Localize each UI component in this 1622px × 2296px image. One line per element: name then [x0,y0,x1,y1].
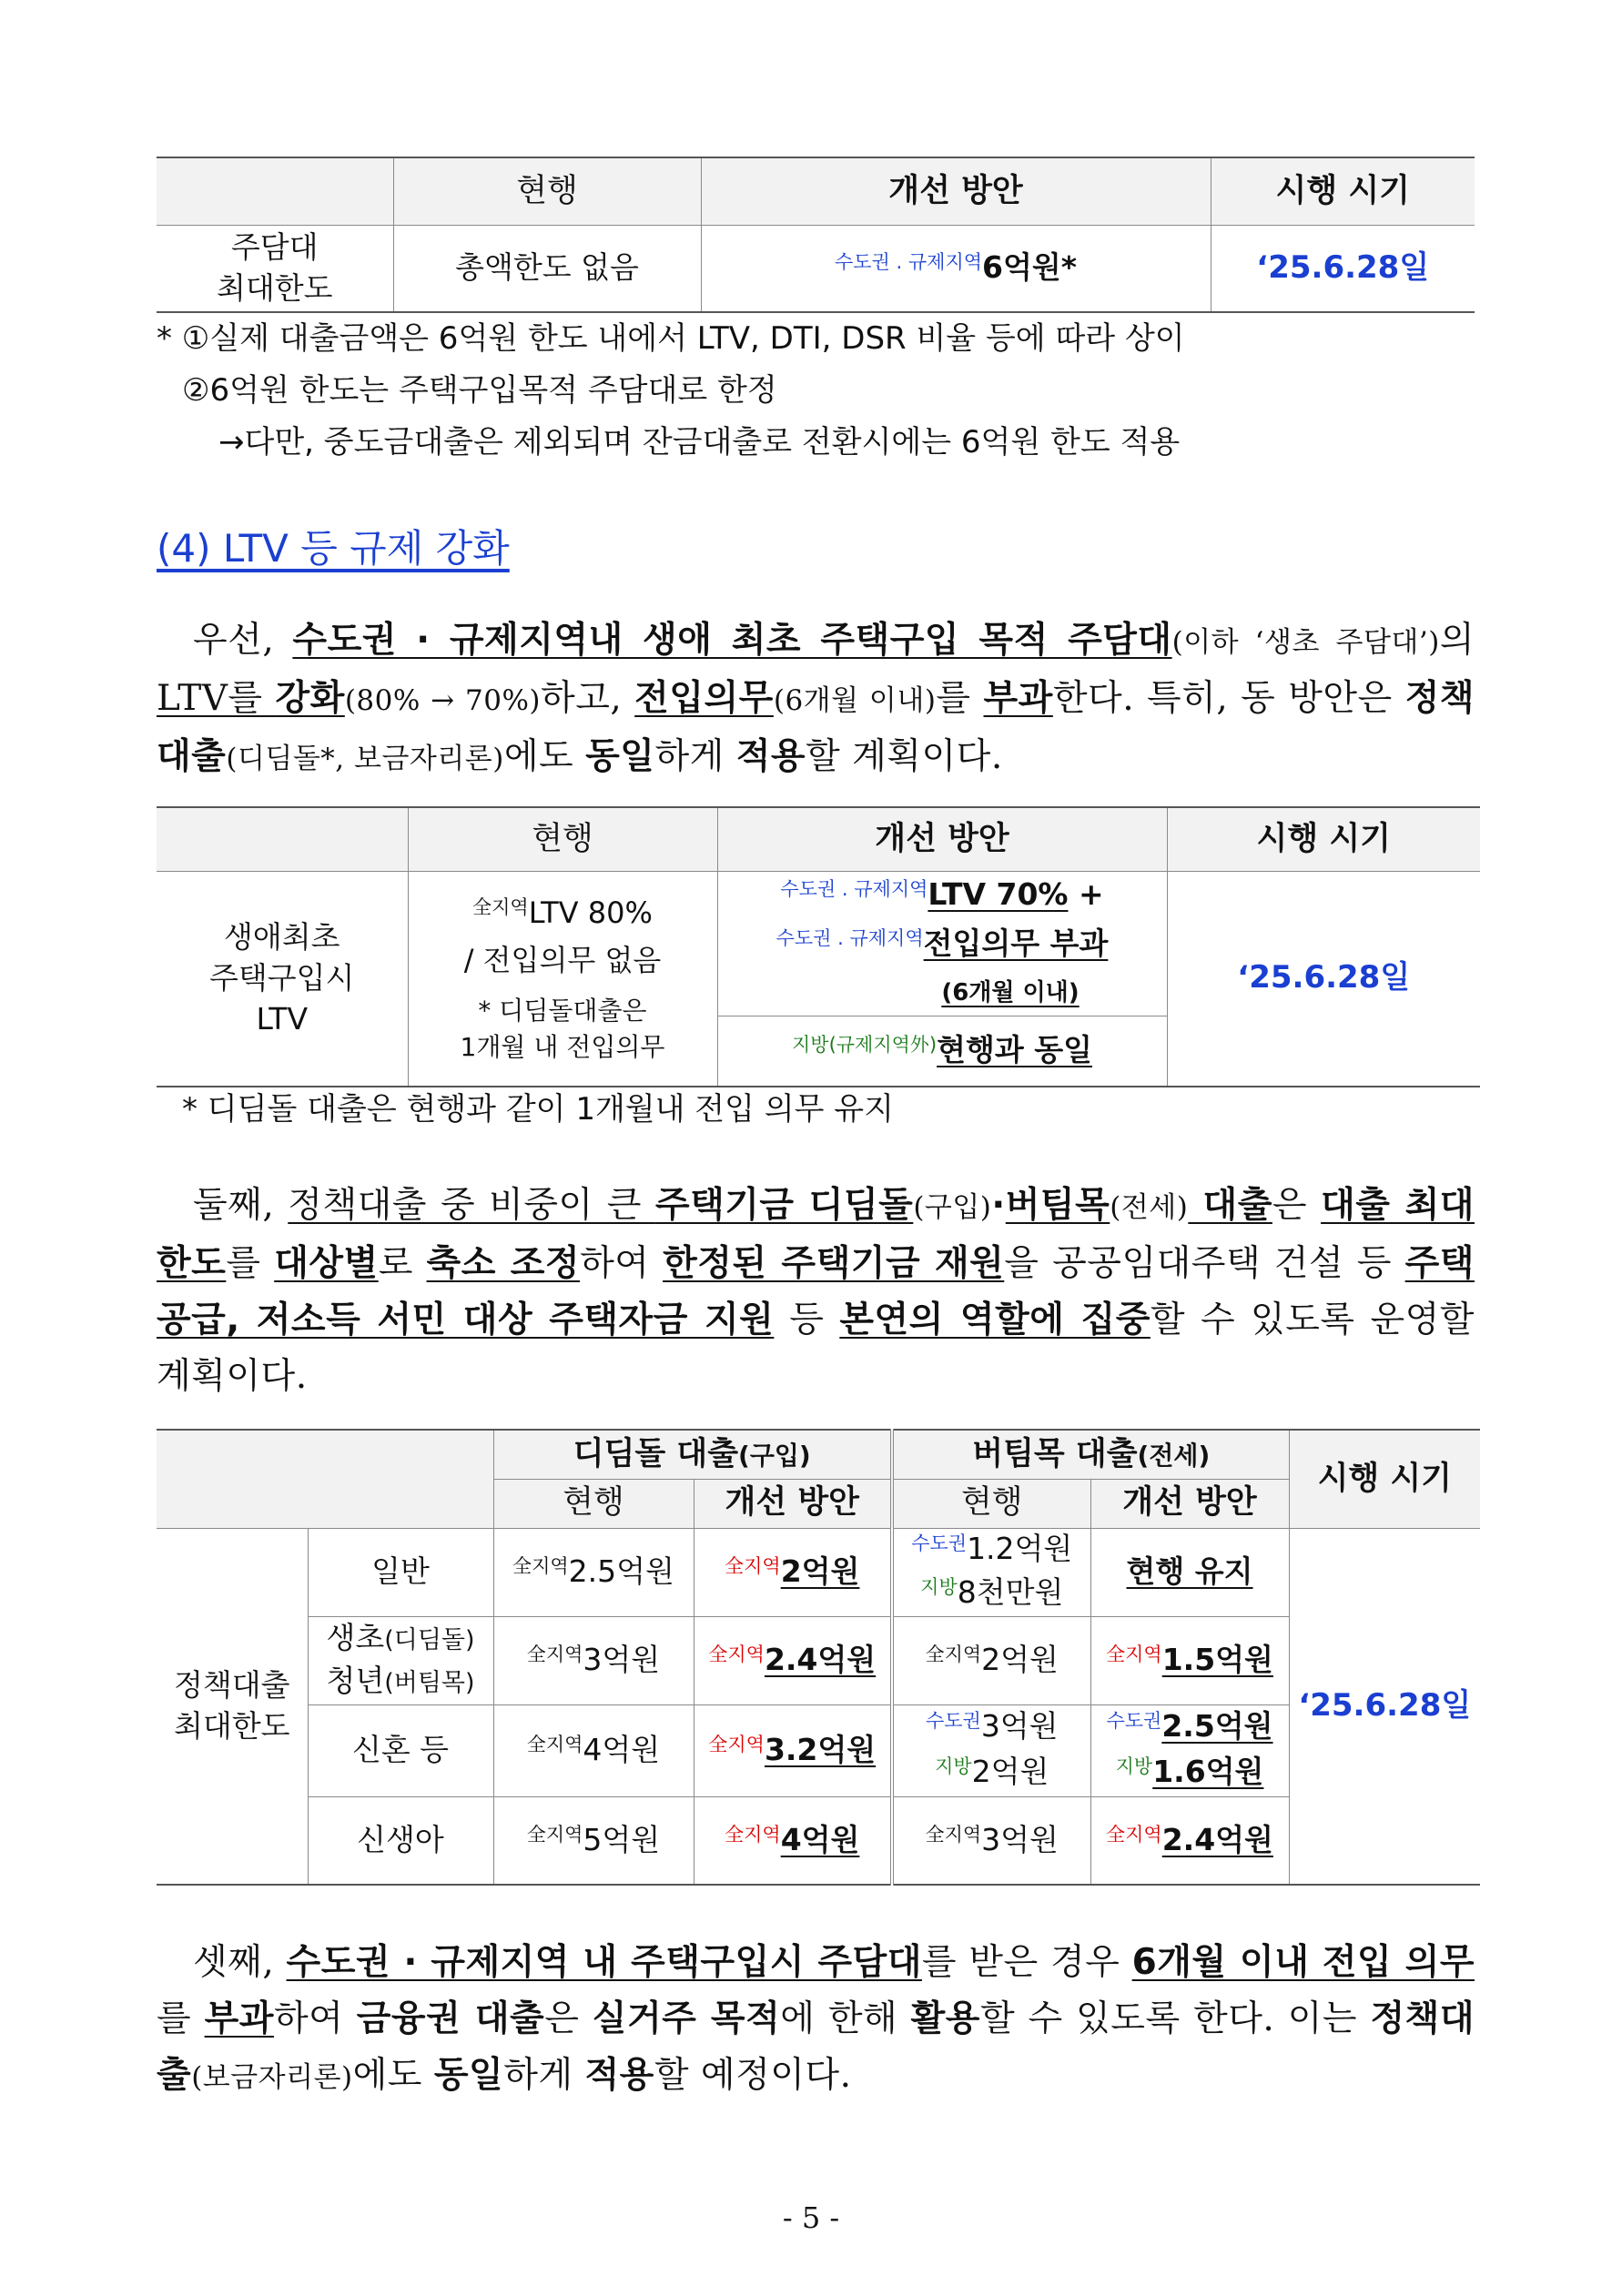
didimdol-proposal [694,1528,892,1616]
value-line [1091,1705,1289,1751]
emphasis: 본연의 역할에 집중 [839,1300,1151,1340]
emphasis: 전입의무 [634,678,774,719]
text: (구입) [913,1191,992,1224]
beotimmok-proposal [1090,1616,1289,1704]
header-proposal: 개선 방안 [717,807,1167,871]
row-label-policy-loan [157,1528,308,1885]
header-label: 디딤돌 대출 [573,1435,739,1472]
text: 할 수 있도록 운영할 계획이다. [157,1300,1475,1397]
value: 3억원 [980,1707,1059,1744]
row-label-line: 정책대출 [173,1667,290,1704]
beotimmok-proposal [1090,1528,1289,1616]
value-line [894,1705,1090,1751]
value: 1.2억원 [967,1530,1073,1566]
emphasis: 정책대출 [157,678,1475,777]
value: 2.5억원 [1161,1707,1273,1744]
row-name: 생초 [326,1619,385,1655]
text: 의 [1439,620,1475,661]
text: 하여 [273,1998,357,2039]
note-line: ②6억원 한도는 주택구입목적 주담대로 한정 [182,372,777,409]
effective-date: ‘25.6.28일 [1289,1528,1480,1885]
beotimmok-current [892,1796,1090,1885]
didimdol-proposal [694,1616,892,1704]
text: · [991,1185,1006,1226]
value: 3억원 [583,1642,661,1678]
region-tag: 全지역 [708,1644,765,1666]
emphasis: 정책대출 [157,1998,1475,2096]
row-label-line: LTV [256,1000,309,1037]
current-value: / 전입의무 없음 [463,943,662,978]
text: 에도 [503,736,586,777]
emphasis: 한정된 주택기금 재원 [663,1243,1005,1284]
region-tag: 수도권 . 규제지역 [780,877,928,900]
header-blank [157,157,393,225]
row-label-mortgage [157,225,393,312]
header-sub: (구입) [738,1440,811,1471]
row-name-line [309,1618,493,1661]
current-note: 1개월 내 전입의무 [460,1032,665,1063]
region-tag: 수도권 [911,1532,968,1554]
didimdol-current [493,1704,694,1796]
text: (전세) [1110,1191,1189,1224]
row-name-line [309,1661,493,1704]
text: 을 공공임대주택 건설 등 [1004,1243,1405,1284]
row-label-line: 주택구입시 [209,959,355,996]
header-blank [157,1430,493,1528]
emphasis: 대출 [1188,1185,1272,1226]
text: 은 [544,1998,593,2039]
value: 4억원 [583,1732,661,1768]
value: 2억원 [971,1753,1049,1789]
paragraph-ltv [157,612,1475,787]
row-name-general: 일반 [308,1528,493,1616]
paragraph-residence [157,1935,1475,2106]
region-tag: 全지역 [526,1823,583,1846]
text: 등 [774,1300,840,1340]
row-label-first-home [157,871,408,1087]
region-tag: 수도권 [1106,1709,1162,1732]
emphasis: 정책대출 중 비중이 큰 [288,1185,655,1226]
value: 3억원 [981,1821,1059,1857]
value-line [894,1529,1090,1573]
proposal-plus: + [1068,875,1104,912]
row-name-newlywed: 신혼 등 [308,1704,493,1796]
page-number: - 5 - [782,2200,840,2235]
row-label-line: 최대한도 [216,269,333,306]
value: 3.2억원 [764,1732,877,1768]
section-heading: (4) LTV 등 규제 강화 [157,526,510,571]
beotimmok-proposal [1090,1704,1289,1796]
text: 은 [1272,1185,1322,1226]
emphasis: 동일 [433,2055,504,2096]
value-line [894,1573,1090,1616]
value: 1.6억원 [1152,1753,1264,1789]
region-tag: 수도권 . 규제지역 [834,251,983,274]
text: 로 [378,1243,427,1284]
region-tag: 全지역 [512,1555,569,1578]
header-blank [157,807,408,871]
row-label-line: 생애최초 [223,919,340,956]
text: 할 수 있도록 한다. 이는 [979,1998,1371,2039]
text: (6개월 이내) [773,684,937,717]
subheader-current: 현행 [493,1479,694,1528]
effective-date: ‘25.6.28일 [1167,871,1480,1087]
value: 2억원 [780,1553,860,1590]
emphasis: 부과 [204,1998,274,2039]
value: 4억원 [780,1821,860,1857]
header-sub: (전세) [1137,1440,1211,1471]
region-tag: 全지역 [526,1644,583,1666]
text: (80% → 70%) [344,684,542,717]
local-value: 현행과 동일 [937,1032,1092,1068]
value: 2.4억원 [1161,1821,1273,1857]
region-tag: 지방 [920,1575,958,1598]
emphasis: 실거주 목적 [592,1998,781,2039]
text: (보금자리론) [191,2061,353,2094]
region-tag: 全지역 [725,1555,781,1578]
paragraph-policy-loan [157,1178,1475,1405]
text: 를 [936,678,984,719]
note-line: * 디딤돌 대출은 현행과 같이 1개월내 전입 의무 유지 [182,1091,894,1128]
row-name: 청년 [326,1662,385,1698]
emphasis: 대출 최대 한도 [157,1185,1475,1284]
effective-date: ‘25.6.28일 [1211,225,1475,312]
region-tag: 全지역 [526,1734,583,1756]
text: 할 예정이다. [654,2055,852,2096]
text: 하여 [580,1243,664,1284]
beotimmok-proposal [1090,1796,1289,1885]
didimdol-current [493,1796,694,1885]
header-current: 현행 [393,157,701,225]
proposal-value: 전입의무 부과 [923,925,1109,961]
region-tag: 全지역 [725,1823,781,1846]
text: 셋째, [193,1942,287,1983]
didimdol-current [493,1528,694,1616]
local-cell [717,1016,1167,1087]
proposal-line [718,872,1167,921]
value-line [1091,1751,1289,1796]
proposal-mark: * [1060,249,1077,286]
table-mortgage-limit [157,157,1475,313]
emphasis: 수도권 · 규제지역내 생애 최초 주택구입 목적 주담대 [292,620,1172,661]
header-beotimmok [892,1430,1289,1479]
region-tag: 지방 [935,1755,972,1777]
table-policy-loan-limits [157,1429,1480,1886]
emphasis: 동일 [585,736,655,777]
row-name-newborn: 신생아 [308,1796,493,1885]
value: 2억원 [981,1642,1059,1678]
header-date: 시행 시기 [1167,807,1480,871]
emphasis: 주택공급, 저소득 서민 대상 주택자금 지원 [157,1243,1475,1340]
subheader-proposal: 개선 방안 [694,1479,892,1528]
region-tag: 全지역 [925,1823,982,1846]
proposal-value: (6개월 이내) [941,978,1080,1006]
didimdol-proposal [694,1704,892,1796]
row-label-line: 주담대 [230,229,319,266]
value: 현행 유지 [1126,1553,1253,1590]
text: 를 [226,1243,275,1284]
value: 2.5억원 [568,1553,674,1590]
emphasis: 활용 [910,1998,980,2039]
region-tag: 수도권 [925,1709,981,1732]
emphasis: 적용 [735,736,806,777]
row-name-first-youth [308,1616,493,1704]
region-tag: 全지역 [925,1644,982,1666]
header-date: 시행 시기 [1289,1430,1480,1528]
text: 를 받은 경우 [921,1942,1132,1983]
beotimmok-current [892,1528,1090,1616]
text: (디딤돌*, 보금자리론) [226,743,504,775]
value-line [894,1751,1090,1796]
row-name-sub: (버팀목) [384,1668,475,1697]
text: 하게 [503,2055,585,2096]
emphasis: 주택기금 디딤돌 [654,1185,914,1226]
header-label: 버팀목 대출 [972,1435,1138,1472]
region-tag: 全지역 [708,1734,765,1756]
emphasis: 축소 조정 [426,1243,581,1284]
didimdol-proposal [694,1796,892,1885]
region-tag: 수도권 . 규제지역 [776,926,924,949]
region-tag: 지방 [1115,1755,1153,1777]
text: 한다. 특히, 동 방안은 [1052,678,1405,719]
text: 에도 [352,2055,434,2096]
row-label-line: 최대한도 [173,1707,290,1744]
proposal-cell [701,225,1211,312]
beotimmok-current [892,1704,1090,1796]
value: 1.5억원 [1161,1642,1273,1678]
value: 8천만원 [957,1573,1064,1610]
emphasis: 대상별 [274,1243,379,1284]
text: (이하 ‘생초 주담대’) [1171,626,1440,659]
text: 하고, [541,678,635,719]
didimdol-current [493,1616,694,1704]
region-tag: 全지역 [1106,1823,1162,1846]
text: 둘째, [193,1185,289,1226]
region-tag: 지방(규제지역外) [792,1034,938,1057]
table-first-home-ltv [157,806,1480,1087]
text: 할 계획이다. [806,736,1003,777]
emphasis: 수도권 · 규제지역 내 주택구입시 주담대 [286,1942,922,1983]
text: 에 한해 [780,1998,911,2039]
current-note: * 디딤돌대출은 [478,996,647,1027]
note-line: →다만, 중도금대출은 제외되며 잔금대출로 전환시에는 6억원 한도 적용 [218,424,1181,460]
proposal-value: 6억원 [982,249,1061,286]
note-line: * ①실제 대출금액은 6억원 한도 내에서 LTV, DTI, DSR 비율 등에 따라 상이 [157,320,1185,357]
proposal-cell [717,871,1167,1016]
current-cell [408,871,717,1087]
header-proposal: 개선 방안 [701,157,1211,225]
current-value: 총액한도 없음 [393,225,701,312]
value: 2.4억원 [764,1642,877,1678]
row-name-sub: (디딤돌) [384,1625,475,1654]
emphasis: 적용 [584,2055,654,2096]
region-tag: 全지역 [472,896,529,919]
text: 하게 [654,736,736,777]
header-current: 현행 [408,807,717,871]
proposal-line [718,921,1167,970]
current-value: LTV 80% [528,895,653,931]
subheader-current: 현행 [892,1479,1090,1528]
header-didimdol [493,1430,892,1479]
emphasis: LTV를 [157,678,276,719]
emphasis: 금융권 대출 [356,1998,545,2039]
text: 를 [157,1998,205,2039]
beotimmok-current [892,1616,1090,1704]
emphasis: 부과 [983,678,1053,719]
proposal-value: LTV 70% [928,875,1069,912]
text: 우선, [193,620,293,661]
subheader-proposal: 개선 방안 [1090,1479,1289,1528]
region-tag: 全지역 [1106,1644,1162,1666]
value: 5억원 [583,1821,661,1857]
emphasis: 버팀목 [1005,1185,1110,1226]
emphasis: 강화 [275,678,345,719]
header-date: 시행 시기 [1211,157,1475,225]
current-line [409,891,717,938]
emphasis: 6개월 이내 전입 의무 [1131,1942,1475,1983]
